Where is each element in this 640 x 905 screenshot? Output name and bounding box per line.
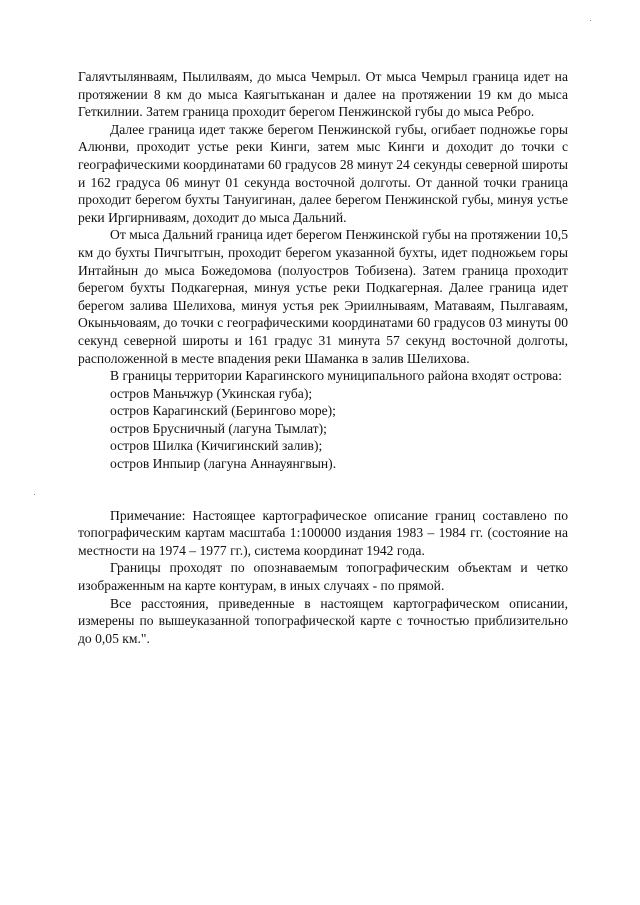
- paragraph-borders-rule: Границы проходят по опознаваемым топографическим объектам и четко изображенным на карте контурам, в иных случаях - по прямой.: [78, 560, 568, 594]
- section-spacer: [78, 473, 568, 507]
- paragraph-penzhina-bay: Далее граница идет также берегом Пенжинской губы, огибает подножье горы Алюнви, проходит устье реки Кинги, затем мыс Кинги и доходит до точки с географическими координатами 60 градусов 28 минут 24 секунды северной широты и 162 градуса 06 минут 01 секунда восточной долготы. От данной точки граница проходит берегом бухты Тануигинан, далее берегом Пенжинской губы, минуя устье реки Иргирниваям, доходит до мыса Дальний.: [78, 121, 568, 225]
- paragraph-cape-dalniy: От мыса Дальний граница идет берегом Пенжинской губы на протяжении 10,5 км до бухты Пичгытгын, проходит берегом указанной бухты, идет подножьем горы Интайнын до мыса Божедомова (полуостров Тобизена). Затем граница проходит берегом бухты Подкагерная, минуя устье реки Подкагерная. Далее граница идет берегом залива Шелихова, минуя устья рек Эриилнываям, Матаваям, Пылгаваям, Окыньчоваям, до точки с географическими координатами 60 градусов 03 минуты 00 секунд северной широты и 161 градус 31 минута 57 секунд восточной долготы, расположенной в месте впадения реки Шаманка в залив Шелихова.: [78, 227, 568, 366]
- scan-speck: [590, 20, 591, 21]
- list-item: остров Брусничный (лагуна Тымлат);: [110, 420, 327, 436]
- paragraph-islands-intro: В границы территории Карагинского муниципального района входят острова:: [110, 368, 562, 384]
- list-item: остров Карагинский (Берингово море);: [110, 403, 336, 419]
- list-item: остров Маньчжур (Укинская губа);: [110, 385, 313, 401]
- list-item: остров Шилка (Кичигинский залив);: [110, 438, 323, 454]
- list-item: остров Инпыир (лагуна Аннауянгвын).: [110, 456, 337, 472]
- island-list: [78, 385, 568, 473]
- paragraph-border-continuation: Галяvтылянваям, Пылилваям, до мыса Чемрыл. От мыса Чемрыл граница идет на протяжении 8 км до мыса Каягытьканан и далее на протяжении 19 км до мыса Геткилнии. Затем граница проходит берегом Пенжинской губы до мыса Ребро.: [78, 69, 568, 120]
- paragraph-note: Примечание: Настоящее картографическое описание границ составлено по топографическим картам масштаба 1:100000 издания 1983 – 1984 гг. (состояние на местности на 1974 – 1977 гг.), система координат 1942 года.: [78, 507, 568, 558]
- document-body: [78, 68, 568, 647]
- paragraph-distances: Все расстояния, приведенные в настоящем картографическом описании, измерены по вышеуказанной топографической карте с точностью приблизительно до 0,05 км.".: [78, 595, 568, 646]
- scan-speck: [34, 494, 35, 495]
